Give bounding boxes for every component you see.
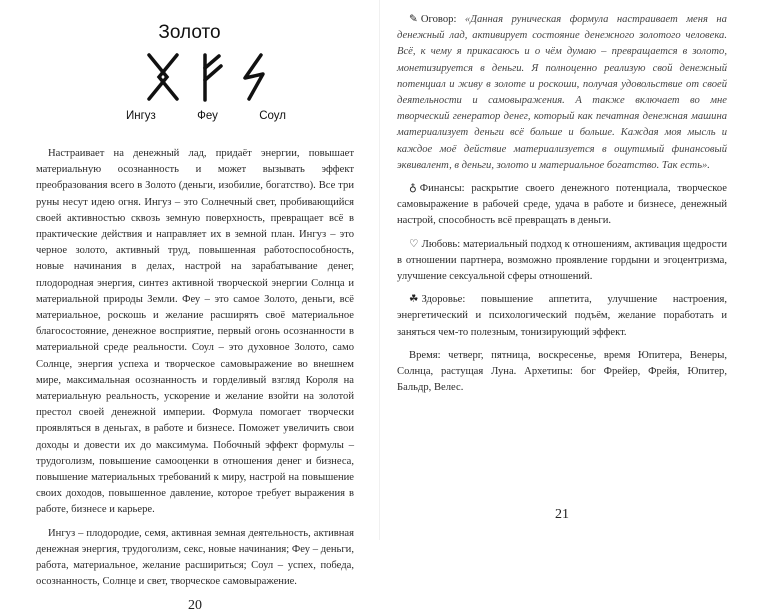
paragraph: Настраивает на денежный лад, придаёт энергии, повышает материальную осознанность и может вызывать эффект преобразования всего в Золото (деньги, изобилие, богатство). Все три руны несут идею огня. Ингуз – это Солнечный свет, пробивающийся своей активностью сквозь земную поверхность, превращает всё в практические действия и направляет их в земной план. Ингуз – это черное золото, активный труд, повышенная работоспособность, новые начинания в делах, настрой на зарабатывание денег, плодородная энергия, синтез активной творческой энергии Солнца и материальной природы Земли. Феу – это самое Золото, деньги, всё материальное, роскошь и желание расширять своё материальное благосостояние, денежное восприятие, первый огонь осознанности в материальной среде реальности. Соул – это духовное Золото, само Солнце, энергия успеха и творческое самовыражение во внешнем мире, максимальная осознанность и горделивый взгляд Короля на материальную реальность, ускорение и желание взойти на золотой престол своей денежной империи. Формула помогает творчески проявляться в деньгах, в работе и бизнесе. Поможет увеличить свои доходы и довести их до максимума. Побочный эффект формулы – трудоголизм, повышение самооценки в отношения денег и бизнеса, повышение материальных требований к миру, настрой на повышение своих доходов, повышенное давление, которое требует выражения в работе, бизнесе и карьере. xyxy=(36,148,354,516)
rune-label: Феу xyxy=(197,110,218,122)
page-number: 20 xyxy=(188,598,202,614)
love-paragraph: ♡ Любовь: материальный подход к отношениям, активация щедрости в отношении партнера, возможно проявление гордыни и эгоцентризма, улучшение сексуальной сферы отношений. xyxy=(397,238,727,283)
rune-label: Соул xyxy=(259,110,286,122)
spell-label: Оговор: xyxy=(420,14,457,25)
left-page xyxy=(0,0,379,614)
rune-labels xyxy=(126,110,286,122)
sowilo-rune-icon xyxy=(245,55,263,99)
heart-icon: ♡ xyxy=(409,238,419,250)
pencil-icon: ✎ xyxy=(409,14,418,25)
rune-formula xyxy=(145,52,275,102)
page-title: Золото xyxy=(158,22,221,43)
body-text xyxy=(397,12,727,524)
spell-paragraph xyxy=(397,12,727,174)
health-paragraph: ☘ Здоровье: повышение аппетита, улучшение настроения, энергетический и психологический подъём, желание поработать и заняться чем-то полезным, тонизирующий эффект. xyxy=(397,294,727,338)
fehu-rune-icon xyxy=(205,55,221,100)
health-icon: ☘ xyxy=(409,294,419,306)
rune-label: Ингуз xyxy=(126,110,156,122)
time-paragraph: Время: четверг, пятница, воскресенье, время Юпитера, Венеры, Солнца, растущая Луна. Архетипы: бог Фрейер, Фрейя, Юпитер, Бальдр, Велес. xyxy=(397,349,727,394)
finance-paragraph: ♁ Финансы: раскрытие своего денежного потенциала, творческое самовыражение в рабочей среде, удача в работе и бизнесе, денежный настрой, способность всё превращать в деньги. xyxy=(397,183,727,227)
ingwaz-rune-icon xyxy=(149,55,177,99)
spell-text: «Данная руническая формула настраивает меня на денежный лад, активирует состояние денежного золотого человека. Всё, к чему я прикасаюсь и о чём думаю – превращается в золото, монетизируется в деньги. Я полноценно реализую свой денежный потенциал и живу в золоте и роскоши, получая удовольствие от своей деятельности и самовыражения. А также включает во мне творческий генератор денег, который как печатная денежная машина материализует деньги всё больше и больше. Каждая моя мысль и каждое моё действие материализуется в ощутимый финансовый эквивалент, в деньги, золото и материальное богатство. Так есть». xyxy=(397,14,727,171)
right-page xyxy=(380,0,759,540)
money-bag-icon: ♁ xyxy=(409,183,417,195)
body-text xyxy=(36,146,354,615)
page-number: 21 xyxy=(555,507,569,523)
paragraph: Ингуз – плодородие, семя, активная земная деятельность, активная денежная энергия, трудоголизм, секс, новые начинания; Феу – деньги, работа, материальное, желание расшириться; Соул – успех, победа, осознанность, Солнце и свет, творческое самовыражение. xyxy=(36,527,354,588)
